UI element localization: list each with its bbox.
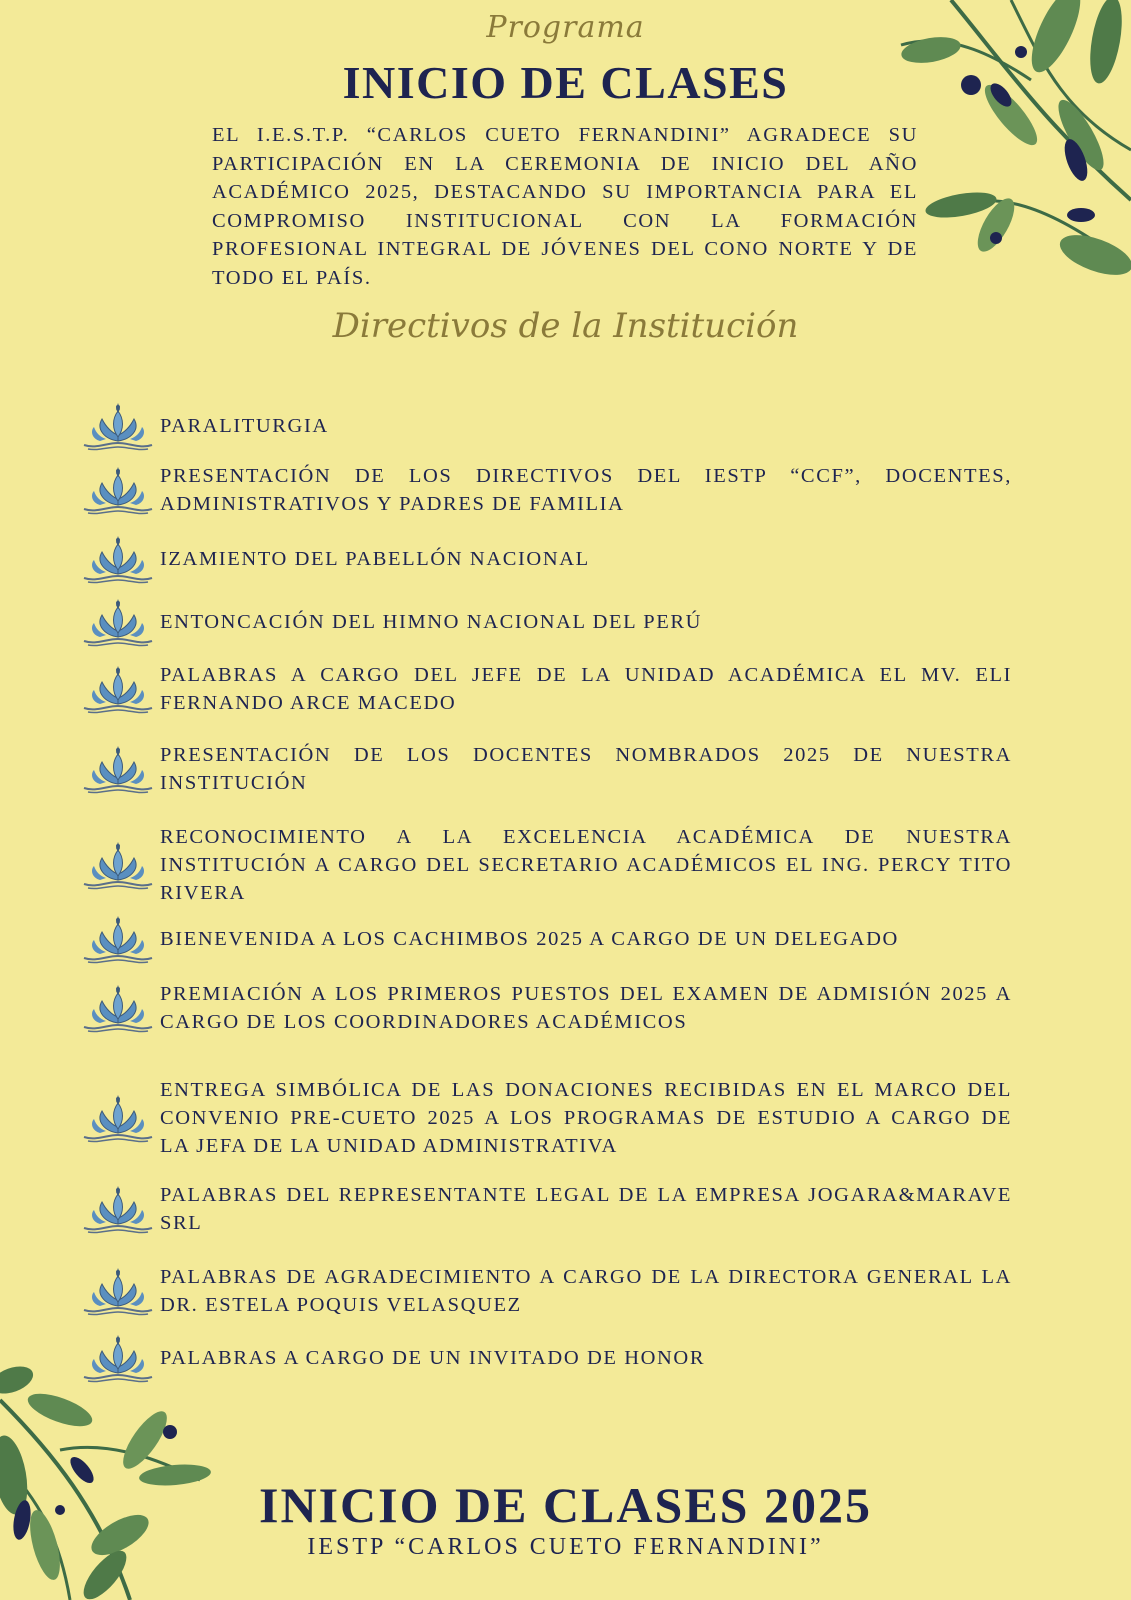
- ornament-fleur-icon: [82, 597, 154, 647]
- ornament-fleur-icon: [82, 1266, 154, 1316]
- agenda-item: [82, 1181, 1012, 1237]
- agenda-item: [82, 980, 1012, 1036]
- ornament-fleur-icon: [82, 744, 154, 794]
- ornament-fleur-icon: [82, 401, 154, 451]
- agenda-item: [82, 1263, 1012, 1319]
- agenda-item-text: PARALITURGIA: [160, 415, 329, 437]
- footer-title: INICIO DE CLASES 2025: [259, 1477, 872, 1533]
- ornament-fleur-icon: [82, 465, 154, 515]
- agenda-item: [82, 914, 1012, 964]
- agenda-item-text: PRESENTACIÓN DE LOS DOCENTES NOMBRADOS 2025 DE NUESTRA INSTITUCIÓN: [160, 744, 1012, 794]
- agenda-item-text: ENTREGA SIMBÓLICA DE LAS DONACIONES RECIBIDAS EN EL MARCO DEL CONVENIO PRE-CUETO 2025 A LOS PROGRAMAS DE ESTUDIO A CARGO DE LA JEFA DE LA UNIDAD ADMINISTRATIVA: [160, 1079, 1012, 1157]
- agenda-item: [82, 597, 1012, 647]
- agenda-item: [82, 1333, 1012, 1383]
- agenda-item-text: PALABRAS DE AGRADECIMIENTO A CARGO DE LA DIRECTORA GENERAL LA DR. ESTELA POQUIS VELASQUEZ: [160, 1266, 1012, 1316]
- agenda-item-text: PREMIACIÓN A LOS PRIMEROS PUESTOS DEL EXAMEN DE ADMISIÓN 2025 A CARGO DE LOS COORDINADORES ACADÉMICOS: [160, 983, 1012, 1033]
- agenda-item: [82, 741, 1012, 797]
- ornament-fleur-icon: [82, 983, 154, 1033]
- ornament-fleur-icon: [82, 664, 154, 714]
- agenda-item: [82, 401, 1012, 451]
- ornament-fleur-icon: [82, 1333, 154, 1383]
- ornament-fleur-icon: [82, 914, 154, 964]
- agenda-item-text: PALABRAS DEL REPRESENTANTE LEGAL DE LA EMPRESA JOGARA&MARAVE SRL: [160, 1184, 1012, 1234]
- agenda-item: [82, 823, 1012, 907]
- agenda-item-text: BIENEVENIDA A LOS CACHIMBOS 2025 A CARGO DE UN DELEGADO: [160, 928, 899, 950]
- agenda-item-text: RECONOCIMIENTO A LA EXCELENCIA ACADÉMICA DE NUESTRA INSTITUCIÓN A CARGO DEL SECRETARIO ACADÉMICOS EL ING. PERCY TITO RIVERA: [160, 826, 1012, 904]
- agenda-item-text: PALABRAS A CARGO DEL JEFE DE LA UNIDAD ACADÉMICA EL MV. ELI FERNANDO ARCE MACEDO: [160, 664, 1012, 714]
- agenda-item: [82, 1076, 1012, 1160]
- ornament-fleur-icon: [82, 840, 154, 890]
- ornament-fleur-icon: [82, 1093, 154, 1143]
- ornament-fleur-icon: [82, 534, 154, 584]
- intro-paragraph: EL I.E.S.T.P. “CARLOS CUETO FERNANDINI” AGRADECE SU PARTICIPACIÓN EN LA CEREMONIA DE INICIO DEL AÑO ACADÉMICO 2025, DESTACANDO SU IMPORTANCIA PARA EL COMPROMISO INSTITUCIONAL CON LA FORMACIÓN PROFESIONAL INTEGRAL DE JÓVENES DEL CONO NORTE Y DE TODO EL PAÍS.: [212, 124, 918, 289]
- program-kicker: Programa: [486, 10, 645, 45]
- agenda-item-text: ENTONCACIÓN DEL HIMNO NACIONAL DEL PERÚ: [160, 611, 703, 633]
- section-title: Directivos de la Institución: [332, 306, 799, 346]
- footer-subtitle: IESTP “CARLOS CUETO FERNANDINI”: [307, 1534, 824, 1560]
- agenda-item-text: IZAMIENTO DEL PABELLÓN NACIONAL: [160, 548, 590, 570]
- agenda-item-text: PRESENTACIÓN DE LOS DIRECTIVOS DEL IESTP “CCF”, DOCENTES, ADMINISTRATIVOS Y PADRES DE FAMILIA: [160, 465, 1012, 515]
- ornament-fleur-icon: [82, 1184, 154, 1234]
- agenda-item: [82, 462, 1012, 518]
- agenda-item: [82, 534, 1012, 584]
- agenda-item-text: PALABRAS A CARGO DE UN INVITADO DE HONOR: [160, 1347, 706, 1369]
- agenda-item: [82, 661, 1012, 717]
- page-title: INICIO DE CLASES: [342, 57, 789, 108]
